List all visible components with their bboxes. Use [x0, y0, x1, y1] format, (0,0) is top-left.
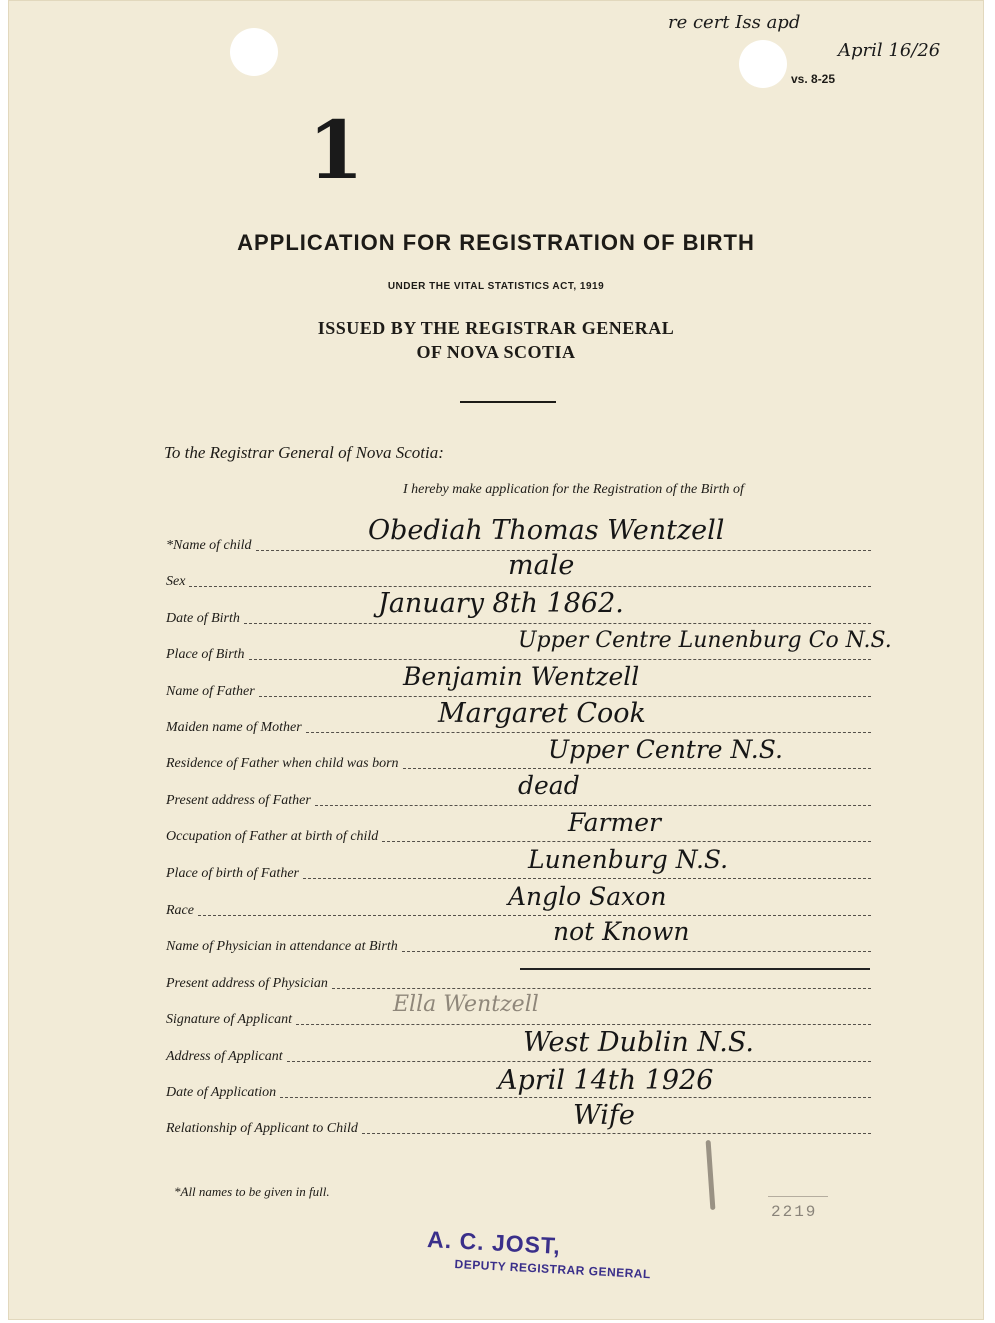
dotted-line: [244, 622, 871, 624]
dotted-line: [403, 767, 871, 769]
value-race: Anglo Saxon: [508, 882, 667, 911]
punch-hole-left: [230, 28, 278, 76]
punch-hole-right: [739, 40, 787, 88]
stamp-name: A. C. JOST,: [426, 1226, 562, 1259]
value-residence-of-father: Upper Centre N.S.: [548, 735, 783, 764]
dotted-line: [306, 731, 871, 733]
field-label: Name of Physician in attendance at Birth: [166, 939, 398, 954]
field-label: Place of birth of Father: [166, 866, 299, 881]
dotted-line: [303, 877, 871, 879]
field-row-place-of-birth-of-father: [166, 858, 871, 882]
dotted-line: [198, 914, 871, 916]
title-divider: [460, 401, 556, 403]
field-label: Address of Applicant: [166, 1049, 283, 1064]
handwritten-note-line1: re cert Iss apd: [668, 12, 801, 33]
dotted-line: [315, 804, 871, 806]
field-label: Present address of Father: [166, 793, 311, 808]
value-address-of-applicant: West Dublin N.S.: [523, 1027, 754, 1058]
field-label: Sex: [166, 574, 186, 589]
value-date-of-birth: January 8th 1862.: [378, 588, 624, 619]
stamp-title: DEPUTY REGISTRAR GENERAL: [454, 1257, 652, 1282]
form-title: APPLICATION FOR REGISTRATION OF BIRTH: [237, 230, 755, 255]
field-label: Occupation of Father at birth of child: [166, 829, 379, 844]
field-label: *Name of child: [166, 538, 252, 553]
pen-stroke-physician-address: [520, 968, 870, 970]
field-label: Maiden name of Mother: [166, 720, 302, 735]
handwritten-number: 1: [308, 103, 364, 197]
form-subtitle: UNDER THE VITAL STATISTICS ACT, 1919: [387, 281, 605, 292]
value-name-of-physician: not Known: [553, 917, 690, 946]
dotted-line: [259, 695, 871, 697]
value-relationship-of-applicant: Wife: [573, 1100, 635, 1131]
field-label: Residence of Father when child was born: [166, 756, 399, 771]
dotted-line: [332, 987, 871, 989]
field-row-present-address-of-physician: [166, 968, 871, 992]
value-occupation-of-father: Farmer: [568, 808, 661, 837]
dotted-line: [402, 950, 871, 952]
dotted-line: [296, 1023, 871, 1025]
value-place-of-birth-of-father: Lunenburg N.S.: [528, 845, 729, 874]
value-date-of-application: April 14th 1926: [498, 1065, 714, 1096]
field-label: Date of Birth: [166, 611, 240, 626]
document-page: [8, 0, 984, 1320]
handwritten-note-line2: April 16/26: [838, 40, 941, 61]
serial-overline: [768, 1196, 828, 1197]
field-label: Name of Father: [166, 684, 255, 699]
pen-mark: [706, 1140, 716, 1210]
value-maiden-name-of-mother: Margaret Cook: [438, 698, 646, 729]
dotted-line: [382, 840, 871, 842]
value-sex: male: [508, 550, 575, 581]
intro-text: I hereby make application for the Registration of the Birth of: [403, 482, 744, 497]
field-label: Present address of Physician: [166, 976, 328, 991]
issuer-line-1: ISSUED BY THE REGISTRAR GENERAL: [317, 318, 675, 338]
field-label: Date of Application: [166, 1085, 277, 1100]
field-label: Signature of Applicant: [166, 1012, 292, 1027]
addressee: To the Registrar General of Nova Scotia:: [164, 443, 444, 462]
field-row-relationship-of-applicant: [166, 1113, 871, 1137]
dotted-line: [189, 585, 871, 587]
dotted-line: [287, 1060, 871, 1062]
footnote: *All names to be given in full.: [174, 1184, 330, 1199]
dotted-line: [249, 658, 871, 660]
issuer-line-2: OF NOVA SCOTIA: [416, 342, 576, 362]
field-label: Race: [166, 903, 194, 918]
field-row-name-of-physician: [166, 931, 871, 955]
serial-number: 2219: [771, 1203, 818, 1221]
value-name-of-child: Obediah Thomas Wentzell: [368, 515, 725, 546]
dotted-line: [280, 1096, 871, 1098]
field-row-address-of-applicant: [166, 1041, 871, 1065]
field-row-occupation-of-father: [166, 821, 871, 845]
dotted-line: [362, 1132, 871, 1134]
form-code: vs. 8-25: [791, 72, 836, 86]
value-place-of-birth: Upper Centre Lunenburg Co N.S.: [518, 628, 892, 653]
value-signature-of-applicant: Ella Wentzell: [393, 992, 539, 1017]
field-label: Place of Birth: [166, 647, 245, 662]
field-label: Relationship of Applicant to Child: [166, 1121, 358, 1136]
value-present-address-of-father: dead: [518, 771, 580, 800]
value-name-of-father: Benjamin Wentzell: [403, 662, 640, 691]
